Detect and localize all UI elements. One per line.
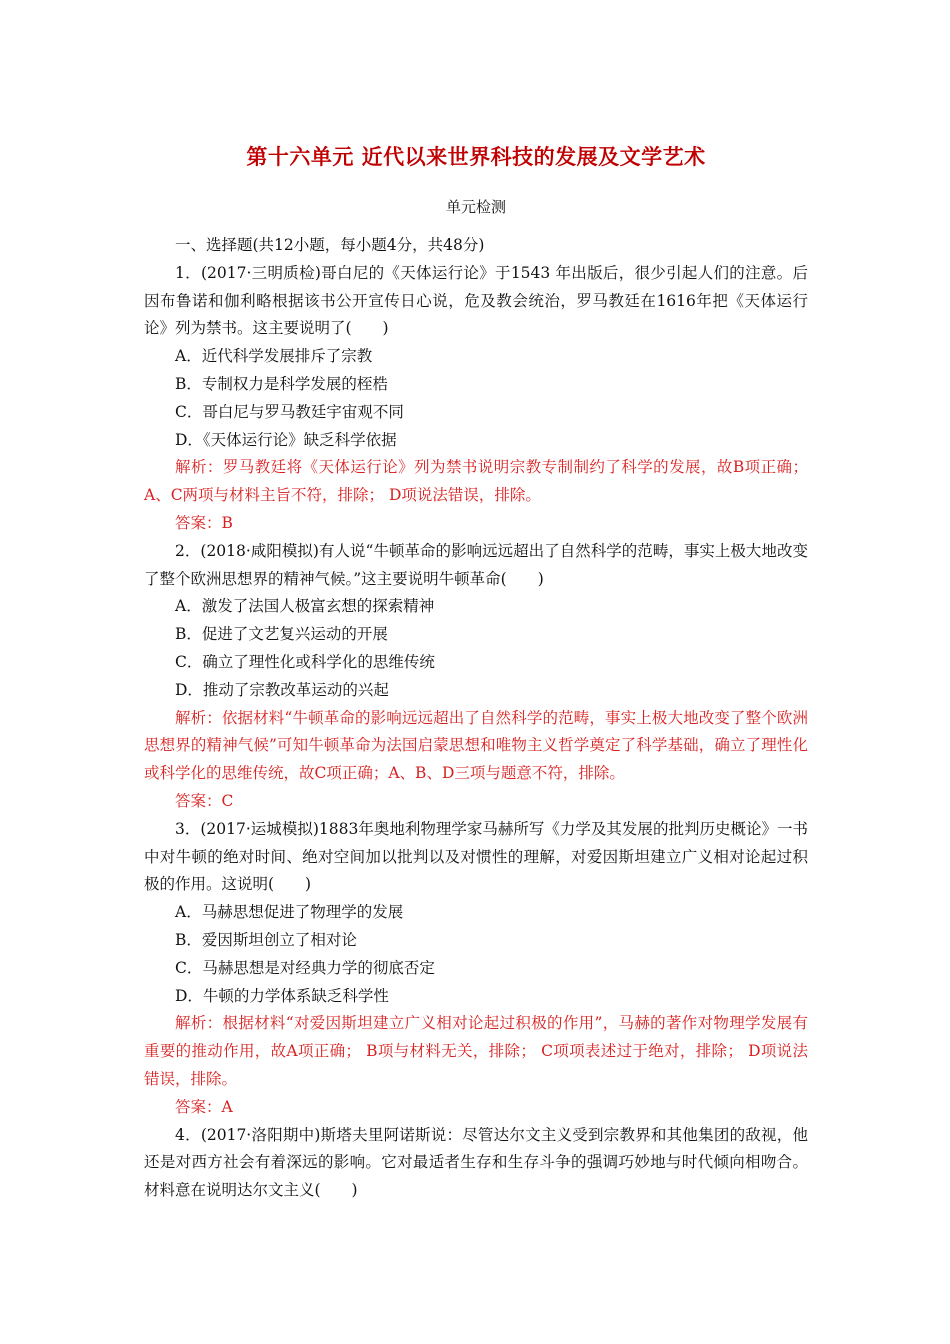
answer: 答案：C — [175, 791, 234, 810]
option-a: A．激发了法国人极富玄想的探索精神 — [175, 597, 435, 616]
option-d: D．牛顿的力学体系缺乏科学性 — [175, 986, 389, 1005]
document-title: 第十六单元 近代以来世界科技的发展及文学艺术 — [246, 145, 706, 169]
option-d: D．推动了宗教改革运动的兴起 — [175, 680, 389, 699]
analysis-text: 罗马教廷将《天体运行论》列为禁书说明宗教专制制约了科学的发展，故B项正确；A、C两项与材料主旨不符，排除； D项说法错误，排除。 — [144, 458, 808, 505]
question-stem: 1．(2017·三明质检)哥白尼的《天体运行论》于1543 年出版后，很少引起人们的注意。后因布鲁诺和伽利略根据该书公开宣传日心说，危及教会统治，罗马教廷在1616年把《天体运行论》列为禁书。这主要说明了( ) — [144, 263, 808, 338]
analysis-label: 解析： — [175, 458, 223, 477]
section-heading: 一、选择题(共12小题，每小题4分，共48分) — [175, 236, 485, 254]
option-c: C．哥白尼与罗马教廷宇宙观不同 — [175, 402, 404, 421]
analysis-label: 解析： — [175, 1014, 223, 1033]
option-b: B．爱因斯坦创立了相对论 — [175, 930, 357, 949]
analysis — [144, 705, 808, 788]
analysis-text: 根据材料“对爱因斯坦建立广义相对论起过积极的作用”，马赫的著作对物理学发展有重要的推动作用，故A项正确； B项与材料无关，排除； C项项表述过于绝对，排除； D项说法错误，排除。 — [144, 1014, 808, 1088]
analysis-label: 解析： — [175, 708, 222, 727]
option-d: D．《天体运行论》缺乏科学依据 — [175, 430, 397, 449]
option-b: B．促进了文艺复兴运动的开展 — [175, 625, 388, 644]
question-4 — [144, 1122, 808, 1205]
answer: 答案：B — [175, 513, 233, 532]
document-subtitle: 单元检测 — [445, 198, 506, 216]
question-stem: 4．(2017·洛阳期中)斯塔夫里阿诺斯说：尽管达尔文主义受到宗教界和其他集团的敌视，他还是对西方社会有着深远的影响。它对最适者生存和生存斗争的强调巧妙地与时代倾向相吻合。材料意在说明达尔文主义( ) — [144, 1125, 808, 1200]
question-2 — [144, 538, 808, 816]
option-c: C．确立了理性化或科学化的思维传统 — [175, 652, 435, 671]
answer: 答案：A — [175, 1097, 233, 1116]
analysis — [144, 454, 808, 510]
question-3 — [144, 816, 808, 1122]
question-1 — [144, 260, 808, 538]
option-b: B．专制权力是科学发展的桎梏 — [175, 374, 388, 393]
question-stem: 2．(2018·咸阳模拟)有人说“牛顿革命的影响远远超出了自然科学的范畴，事实上极大地改变了整个欧洲思想界的精神气候。”这主要说明牛顿革命( ) — [144, 541, 808, 588]
document-page — [144, 140, 808, 1205]
analysis-text: 依据材料“牛顿革命的影响远远超出了自然科学的范畴，事实上极大地改变了整个欧洲思想界的精神气候”可知牛顿革命为法国启蒙思想和唯物主义哲学奠定了科学基础，确立了理性化或科学化的思维传统，故C项正确；A、B、D三项与题意不符，排除。 — [144, 708, 808, 783]
option-c: C．马赫思想是对经典力学的彻底否定 — [175, 958, 435, 977]
analysis — [144, 1010, 808, 1093]
option-a: A．马赫思想促进了物理学的发展 — [175, 903, 404, 922]
option-a: A．近代科学发展排斥了宗教 — [175, 347, 373, 366]
question-stem: 3．(2017·运城模拟)1883年奥地利物理学家马赫所写《力学及其发展的批判历史概论》一书中对牛顿的绝对时间、绝对空间加以批判以及对惯性的理解，对爱因斯坦建立广义相对论起过积极的作用。这说明( ) — [144, 819, 808, 894]
